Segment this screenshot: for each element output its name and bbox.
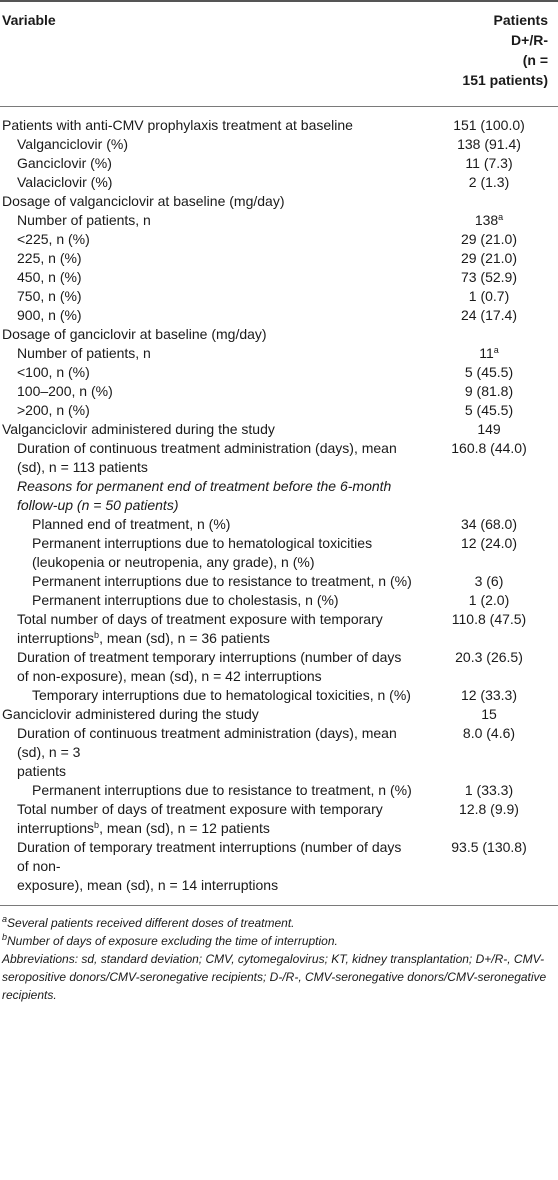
row-value	[420, 800, 558, 838]
table-row	[0, 230, 558, 249]
row-label	[0, 344, 420, 363]
row-label-text: Permanent interruptions due to hematological toxicities (leukopenia or neutropenia, any grade), n (%)	[32, 535, 373, 570]
row-label-text: Duration of temporary treatment interruptions (number of days of non-	[17, 839, 402, 874]
table-row	[0, 800, 558, 838]
row-value-text: 5 (45.5)	[464, 402, 514, 418]
row-label	[0, 249, 420, 268]
row-label-text: Valganciclovir (%)	[17, 136, 128, 152]
row-label-tail: , mean (sd), n = 12 patients	[99, 820, 270, 836]
row-label-text: 750, n (%)	[17, 288, 82, 304]
footnote-marker: b	[94, 820, 100, 830]
row-label-text: Duration of continuous treatment administration (days), mean (sd), n = 113 patients	[17, 440, 397, 475]
footnote	[2, 914, 556, 932]
row-label-text: Temporary interruptions due to hematological toxicities, n (%)	[32, 687, 411, 703]
table-row	[0, 287, 558, 306]
row-value-text: 1 (33.3)	[464, 782, 514, 798]
table-row	[0, 610, 558, 648]
row-value	[420, 230, 558, 249]
row-label	[0, 230, 420, 249]
row-label	[0, 268, 420, 287]
row-value-text: 12 (24.0)	[460, 535, 518, 551]
row-label	[0, 648, 420, 686]
row-label	[0, 382, 420, 401]
row-label-text: >200, n (%)	[17, 402, 90, 418]
row-value	[420, 211, 558, 230]
table-row	[0, 705, 558, 724]
table-row	[0, 572, 558, 591]
row-label	[0, 477, 420, 515]
header-variable: Variable	[2, 12, 56, 28]
row-value	[420, 838, 558, 895]
row-label	[0, 591, 420, 610]
row-label-text: Planned end of treatment, n (%)	[32, 516, 231, 532]
row-label-line2: exposure), mean (sd), n = 14 interruptions	[17, 877, 279, 893]
row-value	[420, 325, 558, 344]
table-row	[0, 401, 558, 420]
row-value-text: 160.8 (44.0)	[451, 440, 527, 456]
row-label	[0, 325, 420, 344]
footnote-text: Abbreviations: sd, standard deviation; CMV, cytomegalovirus; KT, kidney transplantation; D+/R-, CMV-seropositive donors/CMV-seronegative recipients; D-/R-, CMV-seronegative donors/CMV-seronegative recipients.	[2, 952, 547, 1002]
table-row	[0, 249, 558, 268]
row-label	[0, 173, 420, 192]
row-label-text: Permanent interruptions due to resistance to treatment, n (%)	[32, 573, 412, 589]
row-label-text: <225, n (%)	[17, 231, 90, 247]
row-value	[420, 420, 558, 439]
header-patients	[420, 2, 558, 106]
row-value-text: 29 (21.0)	[460, 250, 518, 266]
row-label-text: 900, n (%)	[17, 307, 82, 323]
row-value	[420, 610, 558, 648]
table-row	[0, 306, 558, 325]
row-label	[0, 572, 420, 591]
row-value	[420, 116, 558, 135]
row-value	[420, 477, 558, 515]
row-label	[0, 610, 420, 648]
row-value	[420, 705, 558, 724]
row-label-tail: , mean (sd), n = 36 patients	[99, 630, 270, 646]
table-row	[0, 781, 558, 800]
table-row	[0, 477, 558, 515]
table-row	[0, 116, 558, 135]
row-value	[420, 439, 558, 477]
row-label-text: Ganciclovir administered during the study	[2, 706, 259, 722]
row-label	[0, 705, 420, 724]
row-label	[0, 306, 420, 325]
row-value-text: 24 (17.4)	[460, 307, 518, 323]
header-patients-line: Patients	[493, 12, 548, 28]
row-label	[0, 781, 420, 800]
row-value	[420, 591, 558, 610]
row-label-text: Permanent interruptions due to cholestasis, n (%)	[32, 592, 339, 608]
row-label	[0, 439, 420, 477]
row-value-text: 29 (21.0)	[460, 231, 518, 247]
row-label	[0, 686, 420, 705]
row-label	[0, 116, 420, 135]
table-row	[0, 724, 558, 781]
table-row	[0, 173, 558, 192]
row-label-text: 450, n (%)	[17, 269, 82, 285]
row-label	[0, 534, 420, 572]
row-value-text: 2 (1.3)	[468, 174, 510, 190]
row-label-text: Number of patients, n	[17, 212, 151, 228]
row-value-text: 110.8 (47.5)	[451, 611, 527, 627]
table-row	[0, 135, 558, 154]
row-value	[420, 249, 558, 268]
table-row	[0, 420, 558, 439]
row-value	[420, 401, 558, 420]
row-label	[0, 154, 420, 173]
row-value-text: 34 (68.0)	[460, 516, 518, 532]
row-label-line2: patients	[17, 763, 67, 779]
row-label	[0, 838, 420, 895]
row-label-text: Total number of days of treatment exposure with temporary interruptions	[17, 611, 383, 646]
row-label	[0, 420, 420, 439]
header-patients-line: D+/R-	[511, 32, 548, 48]
row-value	[420, 135, 558, 154]
footnote-marker: b	[2, 932, 8, 942]
table-row	[0, 211, 558, 230]
footnote	[2, 932, 556, 950]
row-label	[0, 401, 420, 420]
row-value	[420, 648, 558, 686]
table-row	[0, 838, 558, 895]
row-value-text: 8.0 (4.6)	[462, 725, 516, 741]
table-body	[0, 107, 558, 895]
table-row	[0, 192, 558, 211]
row-value-text: 9 (81.8)	[464, 383, 514, 399]
row-label-text: Dosage of ganciclovir at baseline (mg/day)	[2, 326, 267, 342]
row-label	[0, 724, 420, 781]
table-row	[0, 325, 558, 344]
row-value-text: 11	[479, 345, 494, 361]
row-label-text: Permanent interruptions due to resistance to treatment, n (%)	[32, 782, 412, 798]
row-value	[420, 781, 558, 800]
row-label	[0, 135, 420, 154]
row-label-text: 100–200, n (%)	[17, 383, 113, 399]
row-value-text: 138	[474, 212, 499, 228]
row-value	[420, 515, 558, 534]
table-row	[0, 534, 558, 572]
row-label-text: <100, n (%)	[17, 364, 90, 380]
header-patients-line: (n =	[522, 52, 548, 68]
row-value-text: 12.8 (9.9)	[459, 801, 519, 817]
footnote-marker: b	[94, 630, 100, 640]
row-value	[420, 686, 558, 705]
row-label-text: Total number of days of treatment exposure with temporary interruptions	[17, 801, 383, 836]
row-label-text: Valaciclovir (%)	[17, 174, 113, 190]
table-row	[0, 363, 558, 382]
footnote-marker: a	[2, 914, 8, 924]
row-label-text: Duration of continuous treatment administration (days), mean (sd), n = 3	[17, 725, 397, 760]
row-value-text: 5 (45.5)	[464, 364, 514, 380]
footnote-text: Several patients received different doses of treatment.	[7, 916, 295, 930]
table-row	[0, 515, 558, 534]
footnote-marker: a	[493, 345, 499, 355]
table-row	[0, 439, 558, 477]
row-label-text: Duration of treatment temporary interruptions (number of days of non-exposure), mean (sd), n = 42 interruptions	[17, 649, 402, 684]
table-row	[0, 648, 558, 686]
row-value-text: 11 (7.3)	[465, 155, 513, 171]
row-value-text: 3 (6)	[474, 573, 504, 589]
table-row	[0, 268, 558, 287]
row-label	[0, 211, 420, 230]
row-value	[420, 173, 558, 192]
row-value-text: 149	[477, 421, 501, 437]
row-value	[420, 192, 558, 211]
row-label-text: Dosage of valganciclovir at baseline (mg/day)	[2, 193, 285, 209]
row-value-text: 20.3 (26.5)	[455, 649, 523, 665]
row-value	[420, 344, 558, 363]
row-value	[420, 382, 558, 401]
row-value-text: 12 (33.3)	[460, 687, 518, 703]
footnote-marker: a	[498, 212, 504, 222]
row-value-text: 73 (52.9)	[460, 269, 518, 285]
row-value-text: 138 (91.4)	[457, 136, 521, 152]
table-row	[0, 686, 558, 705]
row-value-text: 1 (2.0)	[468, 592, 510, 608]
row-label	[0, 287, 420, 306]
row-value-text: 151 (100.0)	[453, 117, 525, 133]
row-value-text: 1 (0.7)	[468, 288, 510, 304]
row-label	[0, 192, 420, 211]
row-value-text: 93.5 (130.8)	[451, 839, 527, 855]
table-row	[0, 344, 558, 363]
row-value	[420, 724, 558, 781]
row-label	[0, 515, 420, 534]
row-value	[420, 534, 558, 572]
footnote	[2, 950, 556, 1004]
row-value	[420, 268, 558, 287]
row-label-text: Valganciclovir administered during the study	[2, 421, 275, 437]
footnotes	[0, 906, 556, 1004]
row-value-text: 15	[481, 706, 497, 722]
header-patients-line: 151 patients)	[462, 72, 548, 88]
footnote-text: Number of days of exposure excluding the time of interruption.	[7, 934, 338, 948]
table-row	[0, 382, 558, 401]
row-value	[420, 306, 558, 325]
row-value	[420, 572, 558, 591]
row-label-text: Patients with anti-CMV prophylaxis treatment at baseline	[2, 117, 353, 133]
row-value	[420, 363, 558, 382]
table-header	[0, 2, 558, 106]
row-value	[420, 154, 558, 173]
row-label	[0, 800, 420, 838]
row-label-text: Ganciclovir (%)	[17, 155, 112, 171]
row-label-text: 225, n (%)	[17, 250, 82, 266]
row-value	[420, 287, 558, 306]
row-label-text: Reasons for permanent end of treatment before the 6-month follow-up (n = 50 patients)	[17, 478, 392, 513]
row-label-text: Number of patients, n	[17, 345, 151, 361]
table-row	[0, 591, 558, 610]
table-row	[0, 154, 558, 173]
row-label	[0, 363, 420, 382]
